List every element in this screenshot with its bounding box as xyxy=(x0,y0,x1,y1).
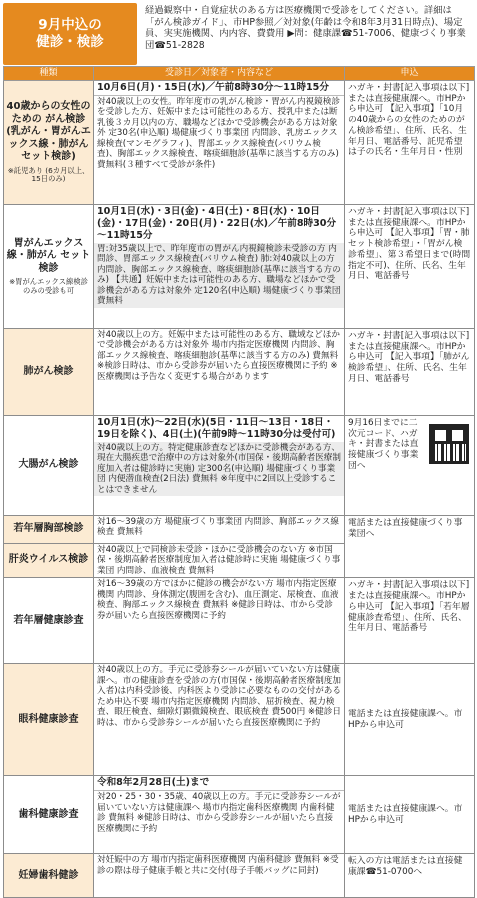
checkup-name xyxy=(4,854,94,898)
table-row xyxy=(4,578,475,664)
checkup-name xyxy=(4,205,94,329)
checkup-name-text: 肝炎ウイルス検診 xyxy=(8,554,89,566)
header xyxy=(3,3,474,65)
checkup-apply: 電話または直接健康課へ。市HPから申込可 xyxy=(345,664,475,776)
checkup-name xyxy=(4,544,94,578)
checkup-name xyxy=(4,578,94,664)
table-header-row xyxy=(4,67,475,81)
header-note: 経過観察中・自覚症状のある方は医療機関で受診をしてください。詳細は「がん検診ガイド」、市HP参照／対対象(年齢は令和8年3月31日時点)、場定員、実実施機関、内内容、費費用 ▶問：健康課☎51-7006、健康づくり事業団☎51-2828 xyxy=(145,5,466,52)
checkup-apply: ハガキ・封書[記入事項は以下]または直接健康課へ。市HPから申込可 【記入事項】「若年層健康診査希望」、住所、氏名、生年月日、電話番号 xyxy=(345,578,475,664)
checkup-name xyxy=(4,664,94,776)
checkup-dates: 10月1日(水)～22日(水)(5日・11日～13日・18日・19日を除く)、4日(土)(午前9時～11時30分は受付可) xyxy=(97,417,336,440)
checkup-name xyxy=(4,329,94,416)
checkup-details xyxy=(94,664,345,776)
checkup-apply: 電話または直接健康づくり事業団へ xyxy=(345,516,475,578)
table-row xyxy=(4,205,475,329)
checkup-name-text: 歯科健康診査 xyxy=(18,808,79,820)
checkup-dates: 令和8年2月28日(土)まで xyxy=(97,777,210,789)
checkup-details xyxy=(94,544,345,578)
checkup-apply: ハガキ・封書[記入事項は以下]または直接健康課へ。市HPから申込可 【記入事項】「10月の40歳からの女性のためのがん検診希望」、住所、氏名、生年月日、電話番号、託児希望は子の氏名・生年月日・性別 xyxy=(345,81,475,205)
checkup-name-text: 眼科健康診査 xyxy=(18,713,79,725)
checkup-details xyxy=(94,416,345,516)
column-header-details: 受診日／対象者・内容など xyxy=(94,67,345,81)
checkup-apply xyxy=(345,416,475,516)
checkup-name-text: 若年層胸部検診 xyxy=(13,523,84,535)
checkup-body: 胃:対35歳以上で、昨年度市の胃がん内視鏡検診未受診の方 内問診、胃部エックス線検査(バリウム検査) 肺:対40歳以上の方 内問診、胸部エックス線検査、喀痰細胞診(基準に該当する方のみ) 【共通】妊娠中または可能性のある方、職場などほかで受診機会がある方は対象外 定120名(申込順) 場健康づくり事業団 費無料 xyxy=(94,243,344,308)
section-title-line1: 9月中込の xyxy=(38,17,102,34)
table-row xyxy=(4,416,475,516)
checkup-name xyxy=(4,516,94,544)
checkup-table xyxy=(3,66,475,898)
checkup-name-text: 胃がんエックス線・肺がん セット検診 xyxy=(6,237,91,274)
table-row xyxy=(4,854,475,898)
checkup-name xyxy=(4,776,94,854)
checkup-apply-text: 9月16日までに二次元コード、ハガキ・封書または直接健康づくり事業団へ xyxy=(348,418,419,471)
checkup-details xyxy=(94,81,345,205)
checkup-name-text: 40歳からの女性のための がん検診 (乳がん・胃がんエックス線・肺がんセット検診) xyxy=(6,101,91,162)
table-row xyxy=(4,664,475,776)
checkup-name xyxy=(4,81,94,205)
checkup-details xyxy=(94,329,345,416)
checkup-body: 対20・25・30・35歳、40歳以上の方。手元に受診券シールが届いていない方は健康課へ 場市内指定歯科医療機関 内歯科健診 費無料 ※健診日時は、市から受診券シールが届いたら直接医療機関に予約 xyxy=(94,790,344,835)
checkup-details xyxy=(94,516,345,544)
checkup-name-text: 妊婦歯科健診 xyxy=(18,869,79,881)
checkup-body: 対40歳以上で同検診未受診・ほかに受診機会のない方 ※市国保・後期高齢者医療制度加入者は健診時に実施 場健康づくり事業団 内問診、血液検査 費無料 xyxy=(97,545,341,576)
checkup-body: 対40歳以上の方。妊娠中または可能性のある方、職域などほかで受診機会がある方は対象外 場市内指定医療機関 内問診、胸部エックス線検査、喀痰細胞診(基準に該当する方のみ) 費無料 ※検診日時は、市から受診券が届いたら直接医療機関に予約 ※医療機関は予告なく変更する場合があります xyxy=(97,330,340,382)
checkup-apply: 転入の方は電話または直接健康課☎51-0700へ xyxy=(345,854,475,898)
table-row xyxy=(4,81,475,205)
checkup-body: 対妊娠中の方 場市内指定歯科医療機関 内歯科健診 費無料 ※受診の際は母子健康手帳と共に交付(母子手帳バッグに同封) xyxy=(97,855,339,876)
checkup-dates: 10月6日(月)・15日(水)／午前8時30分～11時15分 xyxy=(97,82,329,93)
checkup-name xyxy=(4,416,94,516)
column-header-apply: 申込 xyxy=(345,67,475,81)
checkup-body: 対40歳以上の女性。昨年度市の乳がん検診・胃がん内視鏡検診を受診した方、妊娠中または可能性のある方、授乳中または断乳後３カ月以内の方、職場などほかで受診機会がある方は対象外 定30名(申込順) 場健康づくり事業団 内問診、乳房エックス線検査(マンモグラフィ)、胃部エックス線検査(バリウム検査)、胸部エックス線検査、喀痰細胞診(基準に該当する方のみ) 費無料(３種すべて受診が条件) xyxy=(94,95,344,171)
qr-code-icon[interactable] xyxy=(429,424,469,464)
table-row xyxy=(4,516,475,544)
checkup-details xyxy=(94,854,345,898)
checkup-name-text: 大腸がん検診 xyxy=(18,459,79,471)
checkup-dates: 10月1日(水)・3日(金)・4日(土)・8日(水)・10日(金)・17日(金)・20日(月)・22日(水)／午前8時30分～11時15分 xyxy=(97,206,337,241)
checkup-details xyxy=(94,578,345,664)
checkup-body: 対16～39歳の方でほかに健診の機会がない方 場市内指定医療機関 内問診、身体測定(腹囲を含む)、血圧測定、尿検査、血液検査、胸部エックス線検査 費無料 ※健診日時は、市から受診券が届いたら直接医療機関に予約 xyxy=(97,579,339,621)
checkup-body: 対40歳以上の方。手元に受診券シールが届いていない方は健康課へ。市の健康診査を受診の方(市国保・後期高齢者医療制度加入者)は内科受診後、内科医より受診に必要なものの交付があるため申込不要 場市内指定医療機関 内問診、屈折検査、視力検査、眼圧検査、細隙灯顕微鏡検査、眼底検査 費500円 ※健診日時は、市から受診券シールが届いたら直接医療機関に予約 xyxy=(97,665,341,728)
checkup-apply: ハガキ・封書[記入事項は以下]または直接健康課へ。市HPから申込可 【記入事項】「肺がん検診希望」、住所、氏名、生年月日、電話番号 xyxy=(345,329,475,416)
checkup-name-text: 若年層健康診査 xyxy=(13,614,84,626)
checkup-body: 対16～39歳の方 場健康づくり事業団 内問診、胸部エックス線検査 費無料 xyxy=(97,517,339,538)
section-title xyxy=(3,3,137,65)
checkup-apply: 電話または直接健康課へ。市HPから申込可 xyxy=(345,776,475,854)
checkup-details xyxy=(94,776,345,854)
table-row xyxy=(4,329,475,416)
section-title-line2: 健診・検診 xyxy=(36,34,104,50)
checkup-name-note: ※託児あり (6カ月以上、15日のみ) xyxy=(7,165,90,184)
checkup-name-note: ※胃がんエックス線検診のみの受診も可 xyxy=(9,277,88,295)
checkup-body: 対40歳以上の方。特定健康診査などほかに受診機会がある方、現在大腸疾患で治療中の方は対象外(市国保・後期高齢者医療制度加入者は健診時に実施) 定300名(申込順) 場健康づくり事業団 内便潜血検査(2日法) 費無料 ※年度中に2回以上受診することはできません xyxy=(94,442,344,496)
checkup-apply: ハガキ・封書[記入事項は以下]または直接健康課へ。市HPから申込可 【記入事項】「胃・肺セット検診希望」・「胃がん検診希望」、第３希望日まで(時間指定不可)、住所、氏名、生年月日、電話番号 xyxy=(345,205,475,329)
checkup-name-text: 肺がん検診 xyxy=(23,365,74,377)
checkup-details xyxy=(94,205,345,329)
column-header-type: 種類 xyxy=(4,67,94,81)
table-row xyxy=(4,776,475,854)
